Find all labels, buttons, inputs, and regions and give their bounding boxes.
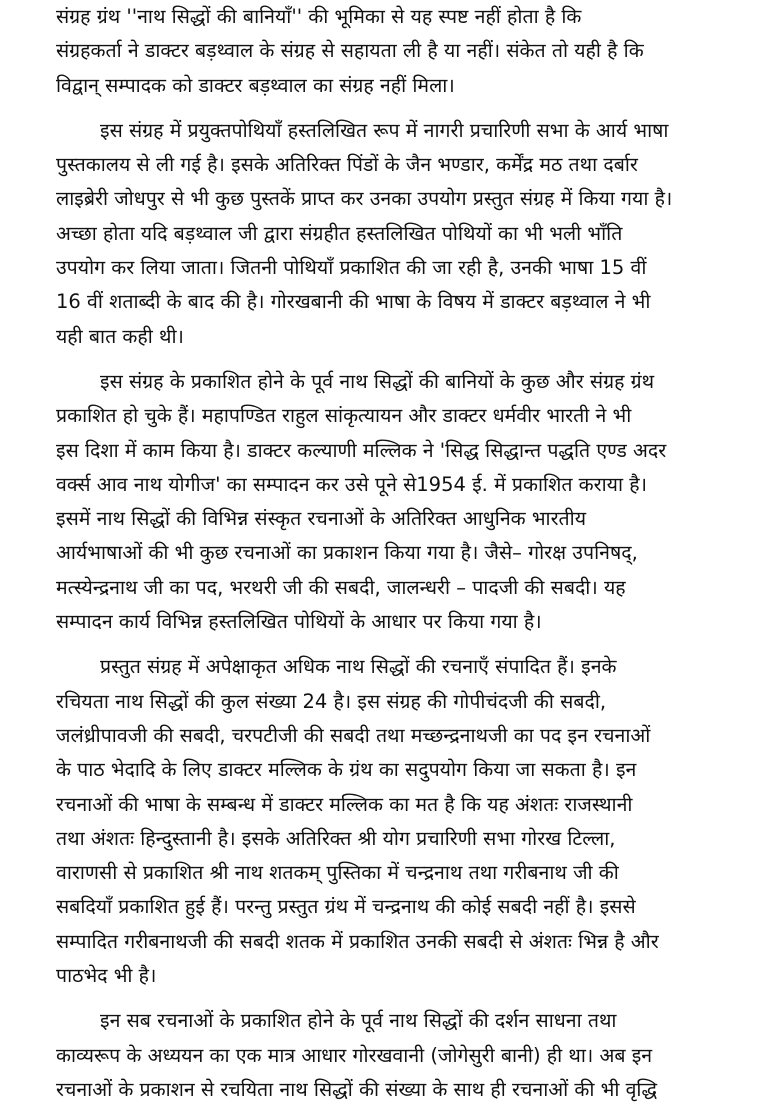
paragraph-3 [56, 365, 740, 639]
paragraph-5 [56, 1004, 740, 1107]
text-line: वाराणसी से प्रकाशित श्री नाथ शतकम् पुस्तिका में चन्द्रनाथ तथा गरीबनाथ जी की [56, 861, 619, 885]
paragraph-4 [56, 650, 740, 993]
text-line: काव्यरूप के अध्ययन का एक मात्र आधार गोरखवानी (जोगेसुरी बानी) ही था। अब इन [56, 1043, 653, 1067]
text-line: जलंध्रीपावजी की सबदी, चरपटीजी की सबदी तथा मच्छन्द्रनाथजी का पद इन रचनाओं [56, 723, 651, 747]
text-line: प्रस्तुत संग्रह में अपेक्षाकृत अधिक नाथ सिद्धों की रचनाएँ संपादित हैं। इनके [100, 655, 617, 679]
text-line: सबदियाँ प्रकाशित हुई हैं। परन्तु प्रस्तुत ग्रंथ में चन्द्रनाथ की कोई सबदी नहीं है। इससे [56, 895, 636, 919]
text-line: 16 वीं शताब्दी के बाद की है। गोरखबानी की भाषा के विषय में डाक्टर बड़थ्वाल ने भी [56, 290, 651, 314]
text-line: वर्क्स आव नाथ योगीज' का सम्पादन कर उसे पूने से1954 ई. में प्रकाशित कराया है। [56, 472, 647, 496]
text-line: रचनाओं की भाषा के सम्बन्ध में डाक्टर मल्लिक का मत है कि यह अंशतः राजस्थानी [56, 792, 633, 816]
text-line: सम्पादित गरीबनाथजी की सबदी शतक में प्रकाशित उनकी सबदी से अंशतः भिन्न है और [56, 929, 659, 953]
text-line: विद्वान् सम्पादक को डाक्टर बड़थ्वाल का संग्रह नहीं मिला। [56, 73, 455, 97]
text-line: सम्पादन कार्य विभिन्न हस्तलिखित पोथियों के आधार पर किया गया है। [56, 610, 542, 634]
text-line: इस संग्रह में प्रयुक्तपोथियाँ हस्तलिखित रूप में नागरी प्रचारिणी सभा के आर्य भाषा [100, 118, 669, 142]
text-line: के पाठ भेदादि के लिए डाक्टर मल्लिक के ग्रंथ का सदुपयोग किया जा सकता है। इन [56, 758, 637, 782]
text-line: रचनाओं के प्रकाशन से रचयिता नाथ सिद्धों की संख्या के साथ ही रचनाओं की भी वृद्धि [56, 1077, 658, 1101]
text-line: लाइब्रेरी जोधपुर से भी कुछ पुस्तकें प्राप्त कर उनका उपयोग प्रस्तुत संग्रह में किया गया है। [56, 187, 673, 211]
text-line: मत्स्येन्द्रनाथ जी का पद, भरथरी जी की सबदी, जालन्धरी – पादजी की सबदी। यह [56, 575, 626, 599]
text-line: संग्रहकर्ता ने डाक्टर बड़थ्वाल के संग्रह से सहायता ली है या नहीं। संकेत तो यही है कि [56, 39, 644, 63]
text-line: प्रकाशित हो चुके हैं। महापण्डित राहुल सांकृत्यायन और डाक्टर धर्मवीर भारती ने भी [56, 404, 632, 428]
text-line: इसमें नाथ सिद्धों की विभिन्न संस्कृत रचनाओं के अतिरिक्त आधुनिक भारतीय [56, 507, 587, 531]
text-line: संग्रह ग्रंथ ''नाथ सिद्धों की बानियाँ'' की भूमिका से यह स्पष्ट नहीं होता है कि [56, 5, 582, 28]
text-line: इस संग्रह के प्रकाशित होने के पूर्व नाथ सिद्धों की बानियों के कुछ और संग्रह ग्रंथ [100, 369, 655, 393]
text-line: तथा अंशतः हिन्दुस्तानी है। इसके अतिरिक्त श्री योग प्रचारिणी सभा गोरख टिल्ला, [56, 826, 616, 850]
text-line: उपयोग कर लिया जाता। जितनी पोथियाँ प्रकाशित की जा रही है, उनकी भाषा 15 वीं [56, 256, 647, 280]
paragraph-1 [56, 0, 740, 103]
text-line: इस दिशा में काम किया है। डाक्टर कल्याणी मल्लिक ने 'सिद्ध सिद्धान्त पद्धति एण्ड अदर [56, 438, 667, 462]
text-line: पुस्तकालय से ली गई है। इसके अतिरिक्त पिंडों के जैन भण्डार, कर्मेंद्र मठ तथा दर्बार [56, 153, 638, 177]
text-line: आर्यभाषाओं की भी कुछ रचनाओं का प्रकाशन किया गया है। जैसे– गोरक्ष उपनिषद्, [56, 541, 638, 565]
paragraph-2 [56, 114, 740, 354]
text-line: अच्छा होता यदि बड़थ्वाल जी द्वारा संग्रहीत हस्तलिखित पोथियों का भी भली भाँति [56, 221, 623, 245]
text-line: रचियता नाथ सिद्धों की कुल संख्या 24 है। इस संग्रह की गोपीचंदजी की सबदी, [56, 689, 607, 713]
text-line: पाठभेद भी है। [56, 964, 157, 988]
text-line: यही बात कही थी। [56, 324, 184, 348]
text-line: इन सब रचनाओं के प्रकाशित होने के पूर्व नाथ सिद्धों की दर्शन साधना तथा [100, 1009, 617, 1033]
